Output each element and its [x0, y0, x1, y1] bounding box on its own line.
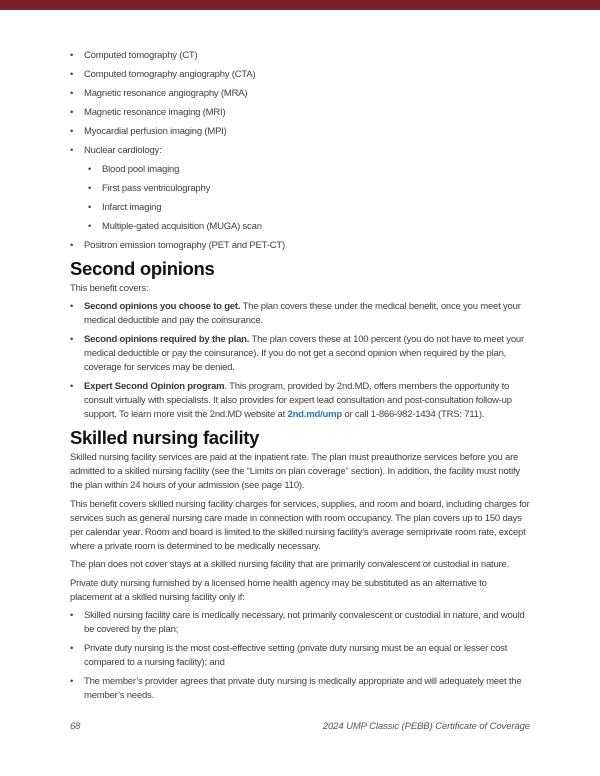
bullet-icon: • — [70, 145, 74, 156]
nuclear-cardiology-sublist — [88, 163, 531, 234]
section-heading-second-opinions: Second opinions — [70, 258, 215, 279]
bullet-icon: • — [88, 202, 92, 213]
bullet-icon: • — [70, 676, 74, 687]
bullet-icon: • — [88, 183, 92, 194]
second-opinions-list — [70, 300, 531, 422]
skilled-nursing-paragraph: This benefit covers skilled nursing facility charges for services, supplies, and room and board, including charges for services such as general nursing care made in connection with room occupancy. The plan covers up to 150 days per calendar year. Room and board is limited to the skilled nursing facility’s average semiprivate room rate, except where a private room is determined to be medically necessary. — [70, 498, 530, 552]
bullet-icon: • — [70, 126, 74, 137]
bullet-body-text: or call 1-866-982-1434 (TRS: 711). — [341, 409, 485, 420]
list-item-text — [84, 300, 531, 328]
list-item — [70, 87, 531, 101]
list-item — [70, 106, 531, 120]
list-item — [88, 163, 531, 177]
list-item — [88, 220, 531, 234]
footer-page-number: 68 — [70, 721, 81, 732]
bullet-icon: • — [70, 107, 74, 118]
list-item — [70, 300, 531, 328]
bullet-icon: • — [70, 301, 74, 312]
list-item — [70, 125, 531, 139]
bullet-icon: • — [88, 164, 92, 175]
bullet-icon: • — [70, 240, 74, 251]
list-item-label: Computed tomography (CT) — [84, 50, 198, 61]
list-item-label: Nuclear cardiology: — [84, 145, 162, 156]
list-item — [88, 201, 531, 215]
skilled-nursing-paragraph: Skilled nursing facility services are paid at the inpatient rate. The plan must preauthorize services before you are admitted to a skilled nursing facility (see the “Limits on plan coverage” section). In addition, the facility must notify the plan within 24 hours of your admission (see page 110). — [70, 452, 520, 491]
page-content — [70, 49, 531, 708]
list-item — [70, 49, 531, 63]
bullet-icon: • — [70, 88, 74, 99]
bullet-body-text: . This program, provided by 2nd.MD, offers members the opportunity to consult virtually with specialists. It also provides for expert lead consultation and post-consultation follow-up support. To learn more visit the 2nd.MD website at — [84, 381, 512, 420]
bullet-icon: • — [70, 69, 74, 80]
list-item-label: Blood pool imaging — [102, 164, 180, 175]
list-item-text — [84, 380, 531, 422]
bullet-body-text: The plan covers these under the medical benefit, once you meet your medical deductible and pay the coinsurance. — [84, 301, 521, 326]
bullet-icon: • — [70, 643, 74, 654]
bullet-body-text: The plan covers these at 100 percent (you do not have to meet your medical deductible or pay the coinsurance). If you do not get a second opinion when required by the plan, coverage for services may be denied. — [84, 334, 524, 373]
list-item-label: First pass ventriculography — [102, 183, 211, 194]
list-item-label: The member’s provider agrees that private duty nursing is medically appropriate and will adequately meet the member’s needs. — [84, 676, 522, 701]
imaging-list — [70, 49, 531, 253]
list-item-label: Skilled nursing facility care is medically necessary, not primarily convalescent or custodial in nature, and would be covered by the plan; — [84, 610, 525, 635]
skilled-nursing-paragraph: The plan does not cover stays at a skilled nursing facility that are primarily convalescent or custodial in nature. — [70, 559, 510, 570]
page-top-color-bar — [0, 0, 600, 10]
list-item-label: Myocardial perfusion imaging (MPI) — [84, 126, 227, 137]
list-item-label: Multiple-gated acquisition (MUGA) scan — [102, 221, 262, 232]
list-item — [88, 182, 531, 196]
list-item — [70, 333, 531, 375]
list-item — [70, 68, 531, 82]
footer-document-title: 2024 UMP Classic (PEBB) Certificate of Coverage — [322, 721, 530, 732]
bullet-icon: • — [70, 610, 74, 621]
list-item — [70, 239, 531, 253]
bullet-icon: • — [70, 381, 74, 392]
list-item-label: Positron emission tomography (PET and PET-CT) — [84, 240, 285, 251]
list-item — [70, 380, 531, 422]
list-item — [70, 609, 531, 637]
list-item-label: Magnetic resonance imaging (MRI) — [84, 107, 226, 118]
skilled-nursing-list — [70, 609, 531, 703]
list-item-label: Magnetic resonance angiography (MRA) — [84, 88, 248, 99]
list-item-label: Computed tomography angiography (CTA) — [84, 69, 256, 80]
bullet-lead-bold: Expert Second Opinion program — [84, 381, 225, 392]
second-opinions-intro: This benefit covers: — [70, 283, 149, 294]
2nd-md-ump-link[interactable]: 2nd.md/ump — [287, 409, 342, 420]
list-item-label: Private duty nursing is the most cost-effective setting (private duty nursing must be an equal or lesser cost compared to a nursing facility); and — [84, 643, 508, 668]
section-heading-skilled-nursing: Skilled nursing facility — [70, 427, 260, 448]
list-item-label: Infarct imaging — [102, 202, 162, 213]
bullet-lead-bold: Second opinions required by the plan. — [84, 334, 250, 345]
bullet-icon: • — [88, 221, 92, 232]
list-item-text — [84, 333, 531, 375]
list-item — [70, 675, 531, 703]
list-item — [70, 144, 531, 158]
bullet-lead-bold: Second opinions you choose to get. — [84, 301, 241, 312]
bullet-icon: • — [70, 50, 74, 61]
page-footer — [70, 721, 530, 732]
list-item — [70, 642, 531, 670]
skilled-nursing-paragraph: Private duty nursing furnished by a licensed home health agency may be substituted as an alternative to placement at a skilled nursing facility only if: — [70, 577, 487, 603]
bullet-icon: • — [70, 334, 74, 345]
